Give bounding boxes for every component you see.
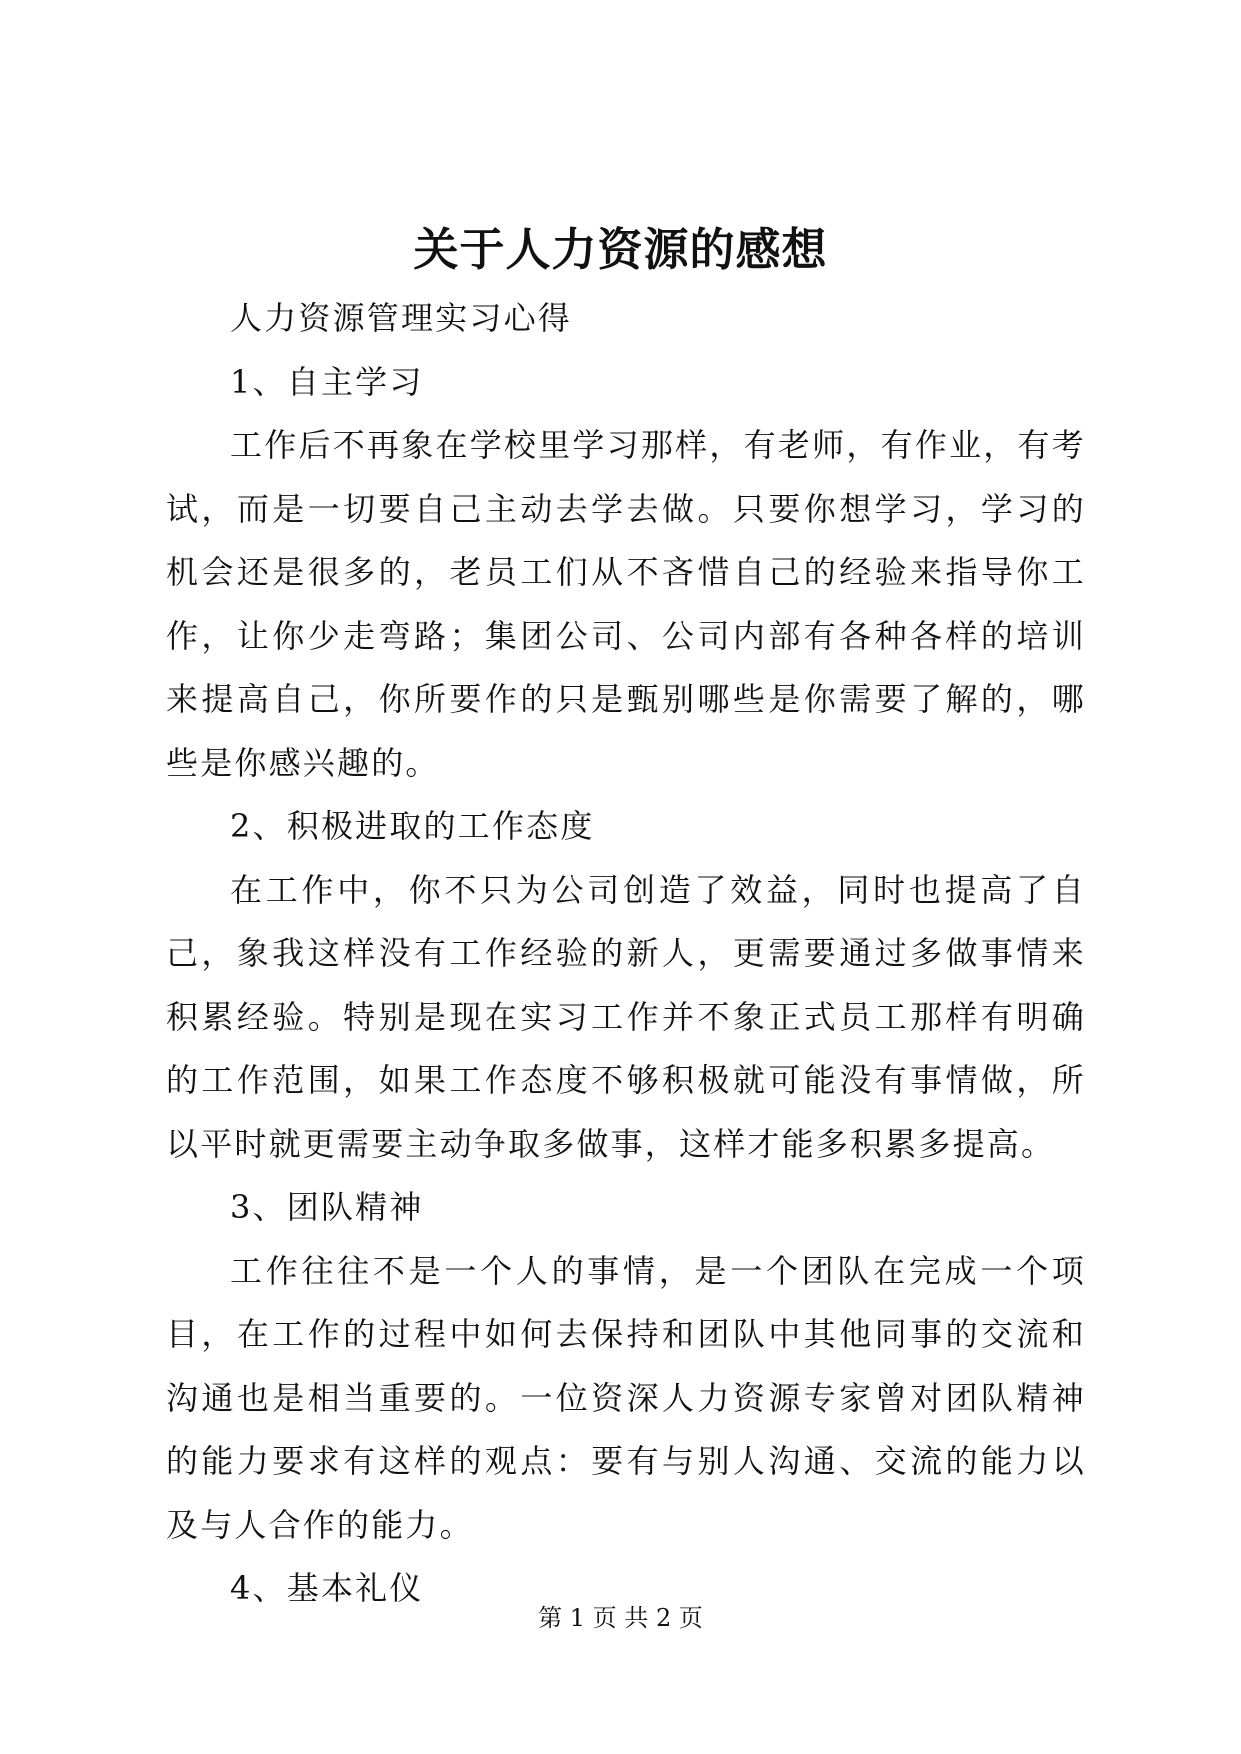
- section-heading-3: 3、团队精神: [230, 1188, 424, 1226]
- paragraph-team-spirit: 工作往往不是一个人的事情，是一个团队在完成一个项目，在工作的过程中如何去保持和团队中其他同事的交流和沟通也是相当重要的。一位资深人力资源专家曾对团队精神的能力要求有这样的观点：要有与别人沟通、交流的能力以及与人合作的能力。: [166, 1251, 1086, 1544]
- paragraph-self-learning: 工作后不再象在学校里学习那样，有老师，有作业，有考试，而是一切要自己主动去学去做。只要你想学习，学习的机会还是很多的，老员工们从不吝惜自己的经验来指导你工作，让你少走弯路；集团公司、公司内部有各种各样的培训来提高自己，你所要作的只是甄别哪些是你需要了解的，哪些是你感兴趣的。: [166, 426, 1086, 782]
- section-heading-4: 4、基本礼仪: [230, 1569, 424, 1607]
- paragraph-work-attitude: 在工作中，你不只为公司创造了效益，同时也提高了自己，象我这样没有工作经验的新人，更需要通过多做事情来积累经验。特别是现在实习工作并不象正式员工那样有明确的工作范围，如果工作态度不够积极就可能没有事情做，所以平时就更需要主动争取多做事，这样才能多积累多提高。: [166, 870, 1086, 1163]
- section-heading-2: 2、积极进取的工作态度: [230, 807, 595, 845]
- page-footer: 第 1 页 共 2 页: [538, 1604, 703, 1632]
- document-body: [166, 287, 1086, 1621]
- document-title: 关于人力资源的感想: [413, 223, 828, 276]
- section-heading-1: 1、自主学习: [230, 362, 424, 401]
- paragraph-subtitle: 人力资源管理实习心得: [230, 299, 573, 337]
